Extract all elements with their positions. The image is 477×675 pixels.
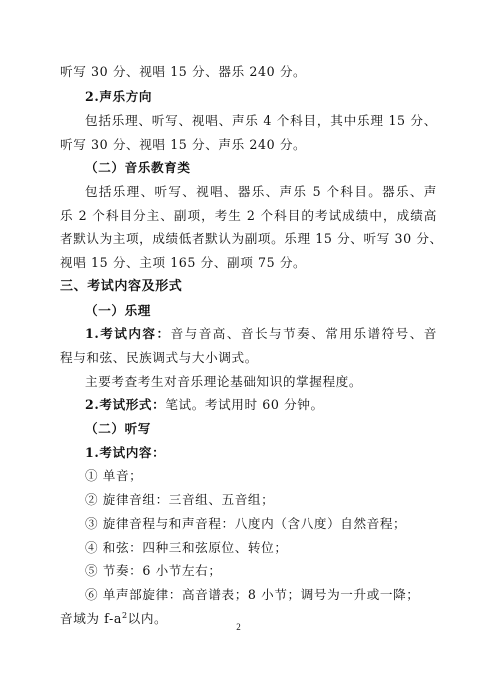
text-line: [85, 325, 437, 343]
text-line: 视唱 15 分、主项 165 分、副项 75 分。: [60, 255, 307, 270]
item-label: 1.考试内容：: [85, 445, 166, 460]
item-text: 笔试。考试用时 60 分钟。: [165, 397, 324, 412]
list-item: ⑤ 节奏：6 小节左右；: [85, 563, 222, 578]
text-line: 包括乐理、听写、视唱、器乐、声乐 5 个科目。器乐、声: [85, 184, 437, 199]
text-line: 者默认为主项，成绩低者默认为副项。乐理 15 分、听写 30 分、: [60, 231, 443, 246]
range-text-end: 以内。: [127, 611, 168, 626]
item-label: 2.考试形式：: [85, 397, 166, 412]
list-item: ② 旋律音组：三音组、五音组；: [85, 492, 275, 507]
chapter-heading: 三、考试内容及形式: [60, 279, 183, 294]
section-heading: （二）音乐教育类: [85, 160, 191, 175]
text-line: 程与和弦、民族调式与大小调式。: [60, 350, 258, 365]
section-heading: （一）乐理: [85, 303, 151, 318]
text-line: 听写 30 分、视唱 15 分、声乐 240 分。: [60, 137, 307, 152]
page-number: 2: [236, 622, 241, 632]
text-line: 乐 2 个科目分主、副项，考生 2 个科目的考试成绩中，成绩高: [60, 208, 437, 223]
item-text: 音与音高、音长与节奏、常用乐谱符号、音: [170, 326, 437, 341]
list-item: ④ 和弦：四种三和弦原位、转位；: [85, 540, 288, 555]
item-label: 1.考试内容：: [85, 326, 171, 341]
superscript: 2: [121, 610, 128, 620]
text-line: 包括乐理、听写、视唱、声乐 4 个科目，其中乐理 15 分、: [85, 113, 437, 128]
list-item: ① 单音；: [85, 468, 143, 483]
section-heading: （二）听写: [85, 421, 151, 436]
range-text: 音域为 f-a: [60, 611, 122, 626]
list-item: ③ 旋律音程与和声音程：八度内（含八度）自然音程；: [85, 516, 407, 531]
text-line: 主要考查考生对音乐理论基础知识的掌握程度。: [85, 374, 363, 389]
section-heading: 2.声乐方向: [85, 89, 153, 104]
text-line: 听写 30 分、视唱 15 分、器乐 240 分。: [60, 64, 307, 79]
list-item: ⑥ 单声部旋律：高音谱表；8 小节；调号为一升或一降；: [85, 587, 420, 602]
text-line: [85, 396, 437, 414]
